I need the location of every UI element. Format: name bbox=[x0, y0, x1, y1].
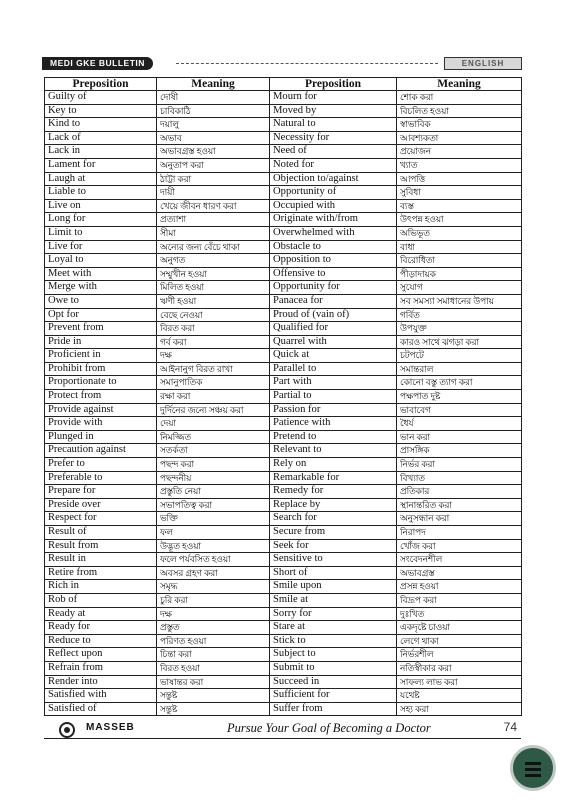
table-row bbox=[45, 444, 522, 458]
table-row bbox=[45, 349, 522, 363]
meaning-cell: বাধা bbox=[397, 240, 522, 254]
preposition-cell: Patience with bbox=[270, 417, 397, 431]
preposition-cell: Long for bbox=[45, 213, 157, 227]
table-row bbox=[45, 335, 522, 349]
preposition-cell: Satisfied of bbox=[45, 702, 157, 716]
meaning-cell: প্রস্তুতি নেয়া bbox=[157, 485, 270, 499]
table-row bbox=[45, 254, 522, 268]
meaning-cell: মিলিত হওয়া bbox=[157, 281, 270, 295]
table-row bbox=[45, 267, 522, 281]
meaning-cell: দয়ালু bbox=[157, 118, 270, 132]
preposition-cell: Rob of bbox=[45, 593, 157, 607]
meaning-cell: নিমজ্জিত bbox=[157, 430, 270, 444]
meaning-cell: পরিণত হওয়া bbox=[157, 634, 270, 648]
section-label: ENGLISH bbox=[444, 57, 522, 70]
table-row bbox=[45, 281, 522, 295]
meaning-cell: ভাবাবেগ bbox=[397, 403, 522, 417]
meaning-cell: অবসর গ্রহণ করা bbox=[157, 566, 270, 580]
preposition-cell: Moved by bbox=[270, 104, 397, 118]
meaning-cell: অন্যের জন্য বেঁচে থাকা bbox=[157, 240, 270, 254]
preposition-cell: Pretend to bbox=[270, 430, 397, 444]
meaning-cell: সমান্তরাল bbox=[397, 362, 522, 376]
meaning-cell: খেয়ে জীবন ধারণ করা bbox=[157, 199, 270, 213]
meaning-cell: অভিভূত bbox=[397, 226, 522, 240]
preposition-cell: Prepare for bbox=[45, 485, 157, 499]
meaning-cell: পছন্দনীয় bbox=[157, 471, 270, 485]
preposition-cell: Result in bbox=[45, 553, 157, 567]
table-row bbox=[45, 294, 522, 308]
meaning-cell: সুবিধা bbox=[397, 186, 522, 200]
meaning-cell: খোঁজ করা bbox=[397, 539, 522, 553]
bulletin-header bbox=[42, 57, 522, 71]
meaning-cell: দোষী bbox=[157, 91, 270, 105]
meaning-cell: রক্ষা করা bbox=[157, 390, 270, 404]
meaning-cell: দুঃখিত bbox=[397, 607, 522, 621]
preposition-cell: Rich in bbox=[45, 580, 157, 594]
meaning-cell: ফল bbox=[157, 526, 270, 540]
meaning-cell: দুর্দিনের জন্যে সঞ্চয় করা bbox=[157, 403, 270, 417]
preposition-cell: Prevent from bbox=[45, 322, 157, 336]
preposition-cell: Remedy for bbox=[270, 485, 397, 499]
table-row bbox=[45, 390, 522, 404]
table-row bbox=[45, 158, 522, 172]
meaning-cell: দক্ষ bbox=[157, 349, 270, 363]
meaning-cell: অভাবগ্রস্ত হওয়া bbox=[157, 145, 270, 159]
meaning-cell: বিচলিত হওয়া bbox=[397, 104, 522, 118]
meaning-cell: উদ্ভূত হওয়া bbox=[157, 539, 270, 553]
preposition-cell: Result from bbox=[45, 539, 157, 553]
table-row bbox=[45, 376, 522, 390]
meaning-cell: গর্বিত bbox=[397, 308, 522, 322]
preposition-cell: Occupied with bbox=[270, 199, 397, 213]
preposition-cell: Satisfied with bbox=[45, 689, 157, 703]
table-row bbox=[45, 661, 522, 675]
preposition-cell: Quarrel with bbox=[270, 335, 397, 349]
meaning-cell: ফলে পর্যবসিত হওয়া bbox=[157, 553, 270, 567]
meaning-cell: আপত্তি bbox=[397, 172, 522, 186]
footer-tagline: Pursue Your Goal of Becoming a Doctor bbox=[227, 721, 431, 735]
preposition-cell: Opportunity of bbox=[270, 186, 397, 200]
meaning-cell: একদৃষ্টে চাওয়া bbox=[397, 621, 522, 635]
preposition-cell: Lament for bbox=[45, 158, 157, 172]
meaning-cell: সন্তুষ্ট bbox=[157, 702, 270, 716]
meaning-cell: সভাপতিত্ব করা bbox=[157, 498, 270, 512]
page-footer bbox=[44, 722, 521, 740]
meaning-cell: পীড়াদায়ক bbox=[397, 267, 522, 281]
preposition-cell: Opt for bbox=[45, 308, 157, 322]
preposition-cell: Qualified for bbox=[270, 322, 397, 336]
preposition-cell: Limit to bbox=[45, 226, 157, 240]
meaning-cell: ভক্তি bbox=[157, 512, 270, 526]
meaning-cell: অনুসন্ধান করা bbox=[397, 512, 522, 526]
preposition-cell: Precaution against bbox=[45, 444, 157, 458]
meaning-cell: অনুগত bbox=[157, 254, 270, 268]
preposition-cell: Proud of (vain of) bbox=[270, 308, 397, 322]
preposition-cell: Loyal to bbox=[45, 254, 157, 268]
preposition-cell: Prohibit from bbox=[45, 362, 157, 376]
table-row bbox=[45, 172, 522, 186]
menu-icon-bar bbox=[525, 774, 541, 777]
meaning-cell: সংবেদনশীল bbox=[397, 553, 522, 567]
preposition-cell: Live for bbox=[45, 240, 157, 254]
preposition-cell: Sorry for bbox=[270, 607, 397, 621]
preposition-cell: Parallel to bbox=[270, 362, 397, 376]
header-preposition-2: Preposition bbox=[270, 78, 397, 91]
preposition-cell: Guilty of bbox=[45, 91, 157, 105]
preposition-cell: Preside over bbox=[45, 498, 157, 512]
preposition-cell: Rely on bbox=[270, 458, 397, 472]
meaning-cell: বিখ্যাত bbox=[397, 471, 522, 485]
table-row bbox=[45, 91, 522, 105]
meaning-cell: বিরত হওয়া bbox=[157, 661, 270, 675]
table-row bbox=[45, 118, 522, 132]
preposition-cell: Passion for bbox=[270, 403, 397, 417]
menu-icon bbox=[525, 762, 541, 765]
meaning-cell: সন্তুষ্ট bbox=[157, 689, 270, 703]
preposition-cell: Secure from bbox=[270, 526, 397, 540]
preposition-table bbox=[44, 77, 522, 716]
table-header-row bbox=[45, 78, 522, 91]
preposition-cell: Preferable to bbox=[45, 471, 157, 485]
meaning-cell: উৎপন্ন হওয়া bbox=[397, 213, 522, 227]
preposition-cell: Partial to bbox=[270, 390, 397, 404]
meaning-cell: প্রসন্ন হওয়া bbox=[397, 580, 522, 594]
table-row bbox=[45, 430, 522, 444]
meaning-cell: গর্ব করা bbox=[157, 335, 270, 349]
meaning-cell: প্রস্তুত bbox=[157, 621, 270, 635]
preposition-cell: Stick to bbox=[270, 634, 397, 648]
meaning-cell: বেছে নেওয়া bbox=[157, 308, 270, 322]
table-row bbox=[45, 675, 522, 689]
table-row bbox=[45, 308, 522, 322]
meaning-cell: প্রয়োজন bbox=[397, 145, 522, 159]
meaning-cell: সম্মুখীন হওয়া bbox=[157, 267, 270, 281]
meaning-cell: লেগে থাকা bbox=[397, 634, 522, 648]
table-row bbox=[45, 322, 522, 336]
table-row bbox=[45, 702, 522, 716]
meaning-cell: কোনো বস্তু ত্যাগ করা bbox=[397, 376, 522, 390]
meaning-cell: অনুতাপ করা bbox=[157, 158, 270, 172]
preposition-cell: Prefer to bbox=[45, 458, 157, 472]
preposition-cell: Replace by bbox=[270, 498, 397, 512]
header-preposition-1: Preposition bbox=[45, 78, 157, 91]
table-row bbox=[45, 131, 522, 145]
meaning-cell: চিন্তা করা bbox=[157, 648, 270, 662]
preposition-cell: Succeed in bbox=[270, 675, 397, 689]
meaning-cell: অভাব bbox=[157, 131, 270, 145]
meaning-cell: নির্ভরশীল bbox=[397, 648, 522, 662]
meaning-cell: ভান করা bbox=[397, 430, 522, 444]
meaning-cell: স্থানান্তরিত করা bbox=[397, 498, 522, 512]
preposition-cell: Part with bbox=[270, 376, 397, 390]
meaning-cell: ভাষান্তর করা bbox=[157, 675, 270, 689]
meaning-cell: আবশ্যকতা bbox=[397, 131, 522, 145]
meaning-cell: সতর্কতা bbox=[157, 444, 270, 458]
preposition-cell: Sufficient for bbox=[270, 689, 397, 703]
preposition-cell: Result of bbox=[45, 526, 157, 540]
preposition-cell: Smile upon bbox=[270, 580, 397, 594]
table-row bbox=[45, 403, 522, 417]
meaning-cell: ঋণী হওয়া bbox=[157, 294, 270, 308]
preposition-cell: Originate with/from bbox=[270, 213, 397, 227]
preposition-cell: Provide against bbox=[45, 403, 157, 417]
preposition-cell: Relevant to bbox=[270, 444, 397, 458]
preposition-cell: Lack in bbox=[45, 145, 157, 159]
meaning-cell: দায়ী bbox=[157, 186, 270, 200]
preposition-cell: Offensive to bbox=[270, 267, 397, 281]
preposition-cell: Sensitive to bbox=[270, 553, 397, 567]
preposition-cell: Remarkable for bbox=[270, 471, 397, 485]
corner-menu-button[interactable] bbox=[510, 745, 556, 791]
table-row bbox=[45, 104, 522, 118]
meaning-cell: দেয়া bbox=[157, 417, 270, 431]
meaning-cell: যথেষ্ট bbox=[397, 689, 522, 703]
preposition-cell: Mourn for bbox=[270, 91, 397, 105]
preposition-cell: Key to bbox=[45, 104, 157, 118]
preposition-cell: Plunged in bbox=[45, 430, 157, 444]
meaning-cell: চটপটে bbox=[397, 349, 522, 363]
table-row bbox=[45, 186, 522, 200]
table-row bbox=[45, 580, 522, 594]
meaning-cell: উপযুক্ত bbox=[397, 322, 522, 336]
table-row bbox=[45, 199, 522, 213]
table-row bbox=[45, 634, 522, 648]
preposition-cell: Reduce to bbox=[45, 634, 157, 648]
preposition-cell: Quick at bbox=[270, 349, 397, 363]
meaning-cell: নির্ভর করা bbox=[397, 458, 522, 472]
meaning-cell: সমৃদ্ধ bbox=[157, 580, 270, 594]
meaning-cell: নতিস্বীকার করা bbox=[397, 661, 522, 675]
preposition-cell: Meet with bbox=[45, 267, 157, 281]
meaning-cell: নিরাপদ bbox=[397, 526, 522, 540]
meaning-cell: সহ্য করা bbox=[397, 702, 522, 716]
table-row bbox=[45, 539, 522, 553]
header-meaning-2: Meaning bbox=[397, 78, 522, 91]
table-row bbox=[45, 512, 522, 526]
table-row bbox=[45, 648, 522, 662]
footer-divider bbox=[44, 738, 521, 739]
table-row bbox=[45, 553, 522, 567]
preposition-table-wrapper bbox=[44, 77, 521, 716]
meaning-cell: ধৈর্য bbox=[397, 417, 522, 431]
meaning-cell: ঠাট্টা করা bbox=[157, 172, 270, 186]
table-row bbox=[45, 526, 522, 540]
page-number: 74 bbox=[503, 720, 517, 734]
preposition-cell: Retire from bbox=[45, 566, 157, 580]
table-row bbox=[45, 566, 522, 580]
header-meaning-1: Meaning bbox=[157, 78, 270, 91]
preposition-cell: Render into bbox=[45, 675, 157, 689]
meaning-cell: স্বাভাবিক bbox=[397, 118, 522, 132]
table-row bbox=[45, 607, 522, 621]
preposition-cell: Natural to bbox=[270, 118, 397, 132]
preposition-cell: Reflect upon bbox=[45, 648, 157, 662]
preposition-cell: Subject to bbox=[270, 648, 397, 662]
preposition-cell: Proficient in bbox=[45, 349, 157, 363]
table-row bbox=[45, 621, 522, 635]
meaning-cell: শোক করা bbox=[397, 91, 522, 105]
meaning-cell: দক্ষ bbox=[157, 607, 270, 621]
preposition-cell: Opportunity for bbox=[270, 281, 397, 295]
meaning-cell: অভাবগ্রস্ত bbox=[397, 566, 522, 580]
preposition-cell: Suffer from bbox=[270, 702, 397, 716]
table-row bbox=[45, 417, 522, 431]
table-row bbox=[45, 593, 522, 607]
table-row bbox=[45, 471, 522, 485]
meaning-cell: সব সমস্যা সমাধানের উপায় bbox=[397, 294, 522, 308]
meaning-cell: প্রতিকার bbox=[397, 485, 522, 499]
preposition-cell: Objection to/against bbox=[270, 172, 397, 186]
preposition-cell: Protect from bbox=[45, 390, 157, 404]
meaning-cell: প্রাসঙ্গিক bbox=[397, 444, 522, 458]
table-row bbox=[45, 485, 522, 499]
table-row bbox=[45, 240, 522, 254]
preposition-cell: Liable to bbox=[45, 186, 157, 200]
preposition-cell: Owe to bbox=[45, 294, 157, 308]
logo-text: MASSEB bbox=[86, 722, 135, 733]
table-row bbox=[45, 458, 522, 472]
table-row bbox=[45, 226, 522, 240]
preposition-cell: Smile at bbox=[270, 593, 397, 607]
table-row bbox=[45, 498, 522, 512]
preposition-cell: Need of bbox=[270, 145, 397, 159]
preposition-cell: Ready for bbox=[45, 621, 157, 635]
table-row bbox=[45, 213, 522, 227]
preposition-cell: Panacea for bbox=[270, 294, 397, 308]
meaning-cell: খ্যাত bbox=[397, 158, 522, 172]
meaning-cell: সমানুপাতিক bbox=[157, 376, 270, 390]
preposition-cell: Ready at bbox=[45, 607, 157, 621]
header-divider bbox=[176, 63, 438, 64]
preposition-cell: Noted for bbox=[270, 158, 397, 172]
meaning-cell: সীমা bbox=[157, 226, 270, 240]
preposition-cell: Proportionate to bbox=[45, 376, 157, 390]
preposition-cell: Opposition to bbox=[270, 254, 397, 268]
meaning-cell: ব্যস্ত bbox=[397, 199, 522, 213]
preposition-cell: Seek for bbox=[270, 539, 397, 553]
menu-icon-bar bbox=[525, 768, 541, 771]
table-body bbox=[45, 91, 522, 716]
meaning-cell: সাফল্য লাভ করা bbox=[397, 675, 522, 689]
meaning-cell: বিরত করা bbox=[157, 322, 270, 336]
preposition-cell: Respect for bbox=[45, 512, 157, 526]
meaning-cell: চাবিকাঠি bbox=[157, 104, 270, 118]
preposition-cell: Obstacle to bbox=[270, 240, 397, 254]
meaning-cell: পক্ষপাত দুষ্ট bbox=[397, 390, 522, 404]
preposition-cell: Submit to bbox=[270, 661, 397, 675]
preposition-cell: Stare at bbox=[270, 621, 397, 635]
meaning-cell: চুরি করা bbox=[157, 593, 270, 607]
meaning-cell: বিরোধিতা bbox=[397, 254, 522, 268]
preposition-cell: Lack of bbox=[45, 131, 157, 145]
preposition-cell: Necessity for bbox=[270, 131, 397, 145]
meaning-cell: বিদ্রূপ করা bbox=[397, 593, 522, 607]
table-row bbox=[45, 362, 522, 376]
preposition-cell: Overwhelmed with bbox=[270, 226, 397, 240]
table-row bbox=[45, 145, 522, 159]
preposition-cell: Pride in bbox=[45, 335, 157, 349]
preposition-cell: Provide with bbox=[45, 417, 157, 431]
meaning-cell: পছন্দ করা bbox=[157, 458, 270, 472]
meaning-cell: আইনানুগ বিরত রাখা bbox=[157, 362, 270, 376]
bulletin-title: MEDI GKE BULLETIN bbox=[42, 57, 153, 70]
meaning-cell: প্রত্যাশা bbox=[157, 213, 270, 227]
table-row bbox=[45, 689, 522, 703]
preposition-cell: Merge with bbox=[45, 281, 157, 295]
meaning-cell: কারও সাথে ঝগড়া করা bbox=[397, 335, 522, 349]
preposition-cell: Laugh at bbox=[45, 172, 157, 186]
logo-icon bbox=[59, 722, 75, 738]
preposition-cell: Live on bbox=[45, 199, 157, 213]
preposition-cell: Kind to bbox=[45, 118, 157, 132]
meaning-cell: সুযোগ bbox=[397, 281, 522, 295]
preposition-cell: Search for bbox=[270, 512, 397, 526]
preposition-cell: Refrain from bbox=[45, 661, 157, 675]
preposition-cell: Short of bbox=[270, 566, 397, 580]
